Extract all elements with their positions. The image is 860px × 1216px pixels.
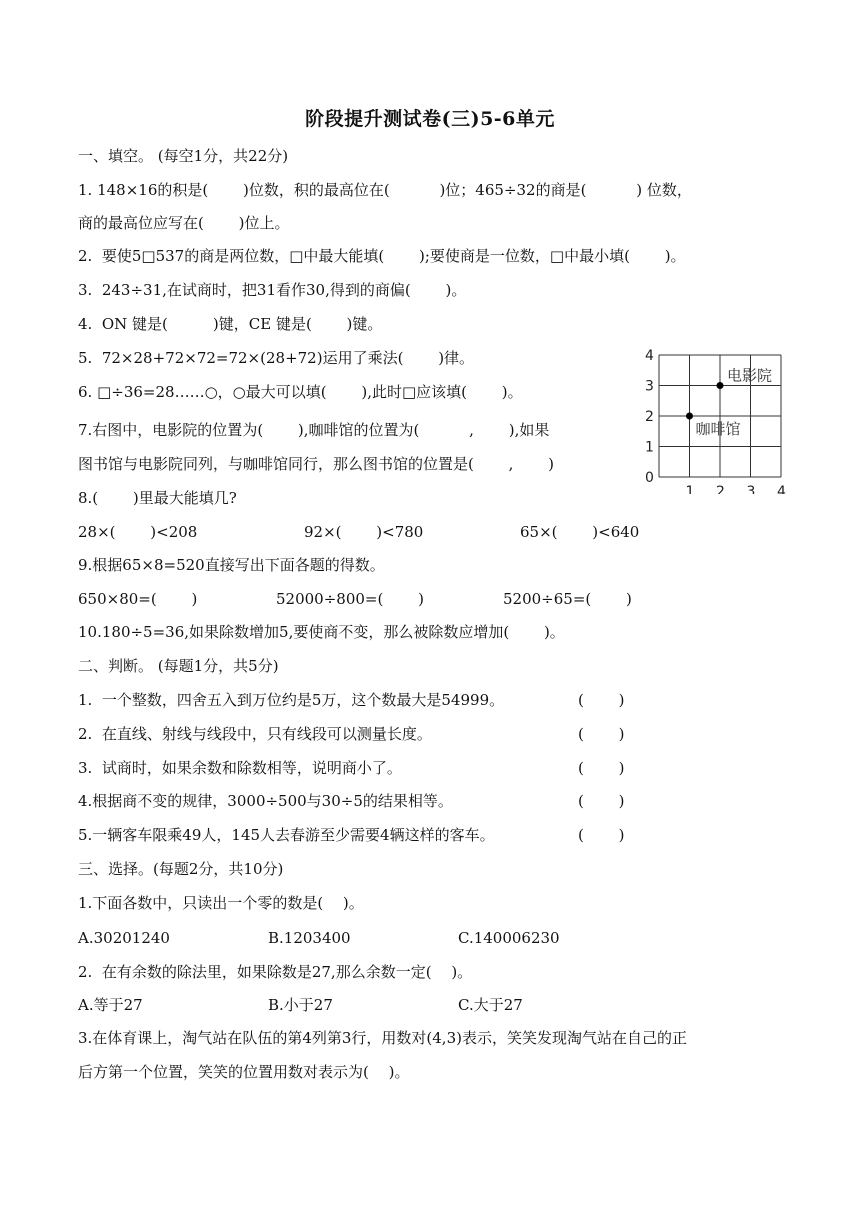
section-2-heading: 二、判断。 (每题1分，共5分): [78, 657, 279, 675]
question-1-7-line-a: 7.右图中，电影院的位置为( ),咖啡馆的位置为( , ),如果: [78, 421, 550, 439]
judge-answer-paren: ( ): [578, 759, 625, 777]
question-1-1-line-a: 1. 148×16的积是( )位数，积的最高位在( )位；465÷32的商是( ) 位数，: [78, 181, 692, 199]
section-3-heading: 三、选择。(每题2分，共10分): [78, 860, 284, 878]
judge-item: 3. 试商时，如果余数和除数相等，说明商小了。: [78, 759, 402, 777]
question-1-5: 5. 72×28+72×72=72×(28+72)运用了乘法( )律。: [78, 349, 475, 367]
choice-option-c: C.140006230: [458, 929, 560, 947]
y-tick-label: 2: [645, 409, 654, 425]
question-1-9-item: 52000÷800=( ): [276, 590, 424, 608]
judge-item: 4.根据商不变的规律，3000÷500与30÷5的结果相等。: [78, 792, 453, 810]
choice-option-b: B.小于27: [268, 996, 333, 1014]
question-1-2: 2. 要使5□537的商是两位数，□中最大能填( );要使商是一位数，□中最小填( )。: [78, 247, 686, 265]
question-1-8-item: 92×( )<780: [304, 523, 424, 541]
y-tick-label: 4: [645, 348, 654, 364]
cafe-label: 咖啡馆: [695, 420, 741, 438]
x-tick-label: 1: [685, 484, 695, 494]
choice-question-3-line-b: 后方第一个位置，笑笑的位置用数对表示为( )。: [78, 1063, 410, 1081]
x-tick-label: 0: [645, 470, 654, 486]
page-title: 阶段提升测试卷(三)5-6单元: [305, 108, 555, 130]
question-1-8: 8.( )里最大能填几?: [78, 489, 237, 507]
question-1-3: 3. 243÷31,在试商时，把31看作30,得到的商偏( )。: [78, 281, 467, 299]
question-1-9-item: 5200÷65=( ): [503, 590, 632, 608]
y-tick-label: 1: [645, 439, 654, 456]
cafe-point: [686, 413, 693, 420]
choice-question-1: 1.下面各数中，只读出一个零的数是( )。: [78, 894, 364, 912]
judge-answer-paren: ( ): [578, 725, 625, 743]
judge-item: 1. 一个整数，四舍五入到万位约是5万，这个数最大是54999。: [78, 691, 505, 709]
x-tick-label: 4: [777, 484, 786, 494]
y-tick-label: 3: [645, 378, 654, 395]
coordinate-grid-figure: [636, 344, 796, 494]
cinema-label: 电影院: [727, 366, 773, 385]
question-1-9: 9.根据65×8=520直接写出下面各题的得数。: [78, 556, 385, 574]
question-1-1-line-b: 商的最高位应写在( )位上。: [78, 214, 290, 232]
choice-question-3-line-a: 3.在体育课上，淘气站在队伍的第4列第3行，用数对(4,3)表示，笑笑发现淘气站在自己的正: [78, 1029, 687, 1047]
judge-item: 2. 在直线、射线与线段中，只有线段可以测量长度。: [78, 725, 432, 743]
choice-option-b: B.1203400: [268, 929, 351, 947]
judge-item: 5.一辆客车限乘49人，145人去春游至少需要4辆这样的客车。: [78, 826, 495, 844]
question-1-8-item: 28×( )<208: [78, 523, 198, 541]
question-1-10: 10.180÷5=36,如果除数增加5,要使商不变，那么被除数应增加( )。: [78, 623, 565, 641]
x-tick-label: 3: [746, 484, 756, 494]
question-1-7-line-b: 图书馆与电影院同列，与咖啡馆同行，那么图书馆的位置是( , ): [78, 455, 555, 473]
section-1-heading: 一、填空。 (每空1分，共22分): [78, 147, 289, 165]
choice-option-a: A.等于27: [78, 996, 143, 1014]
coordinate-grid-svg: [636, 344, 796, 494]
choice-option-c: C.大于27: [458, 996, 523, 1014]
cinema-point: [717, 382, 724, 389]
question-1-9-item: 650×80=( ): [78, 590, 198, 608]
judge-answer-paren: ( ): [578, 792, 625, 810]
choice-question-2: 2. 在有余数的除法里，如果除数是27,那么余数一定( )。: [78, 963, 473, 981]
x-tick-label: 2: [716, 484, 725, 494]
question-1-6: 6. □÷36=28……○，○最大可以填( ),此时□应该填( )。: [78, 383, 523, 401]
choice-option-a: A.30201240: [78, 929, 170, 947]
question-1-4: 4. ON 键是( )键，CE 键是( )键。: [78, 315, 383, 333]
question-1-8-item: 65×( )<640: [520, 523, 640, 541]
judge-answer-paren: ( ): [578, 826, 625, 844]
judge-answer-paren: ( ): [578, 691, 625, 709]
